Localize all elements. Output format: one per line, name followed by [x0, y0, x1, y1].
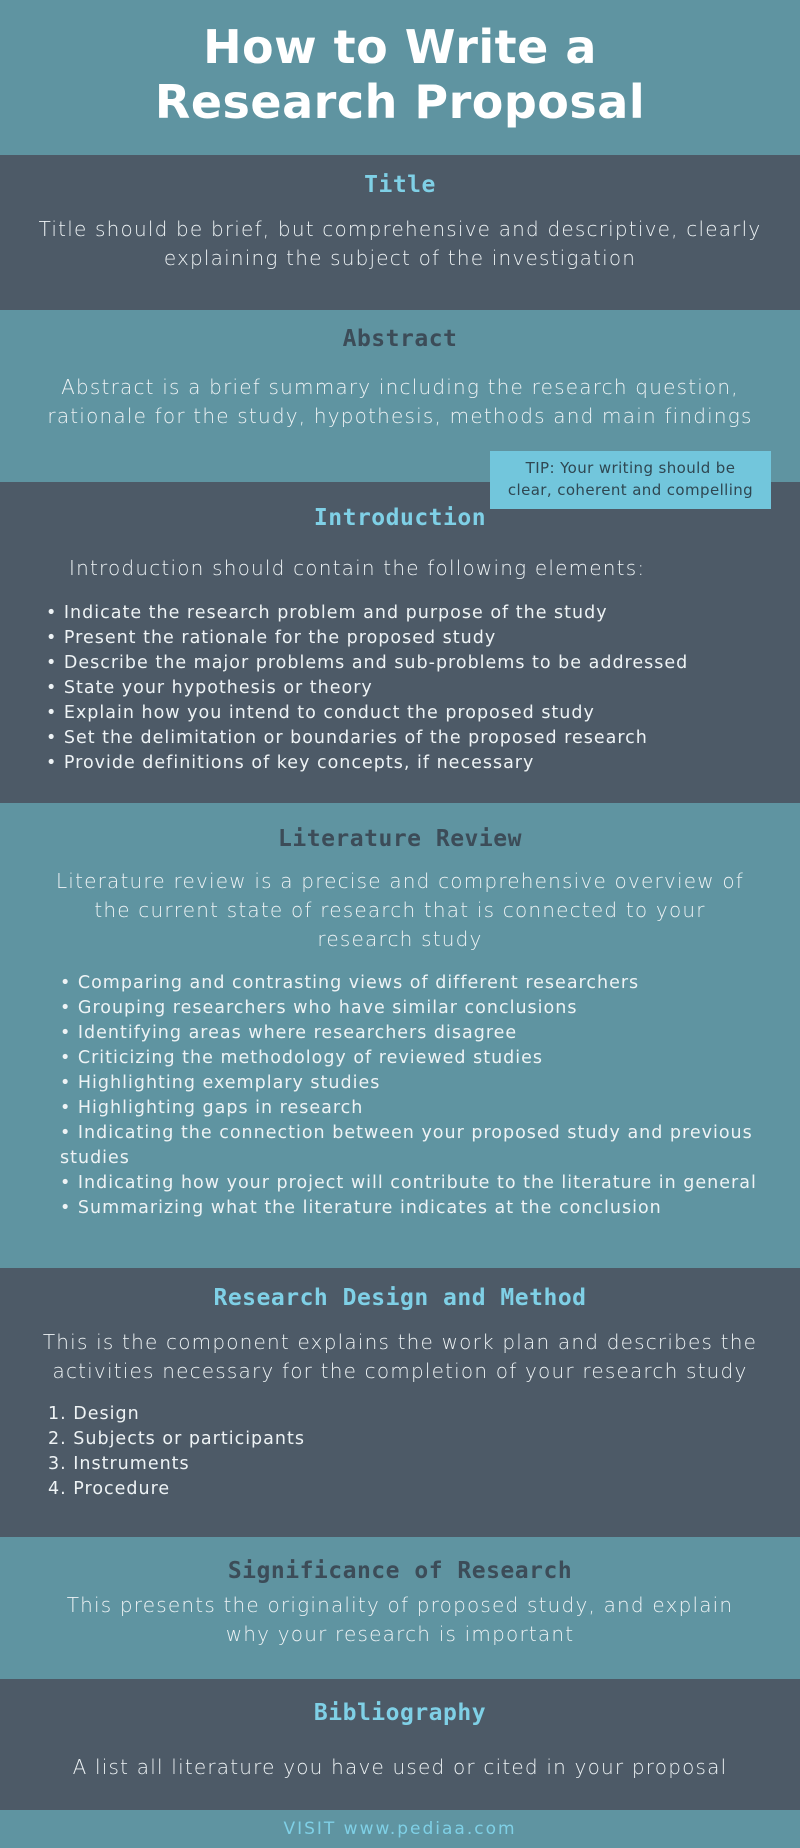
research-design-section — [0, 1268, 800, 1537]
list-item: • Comparing and contrasting views of different researchers — [60, 973, 640, 993]
header-band — [0, 0, 800, 155]
list-item: studies — [60, 1148, 130, 1168]
literature-review-text-line2: the current state of research that is connected to your — [94, 898, 706, 922]
page-title-line1: How to Write a — [203, 20, 597, 74]
significance-section — [0, 1537, 800, 1679]
list-item: 1. Design — [48, 1404, 140, 1424]
list-item: • Indicating the connection between your proposed study and previous — [60, 1123, 753, 1143]
abstract-text — [0, 373, 800, 431]
list-item: 3. Instruments — [48, 1454, 190, 1474]
tip-line2: clear, coherent and compelling — [507, 481, 754, 499]
abstract-text-line1: Abstract is a brief summary including the research question, — [61, 375, 739, 399]
list-item: • Highlighting exemplary studies — [60, 1073, 381, 1093]
title-section-text-line1: Title should be brief, but comprehensive and descriptive, clearly — [38, 217, 762, 241]
title-section-text — [0, 215, 800, 273]
bibliography-section — [0, 1679, 800, 1810]
research-design-list — [0, 1402, 800, 1502]
significance-heading: Significance of Research — [227, 1558, 573, 1584]
bibliography-heading: Bibliography — [313, 1700, 487, 1726]
significance-text-line2: why your research is important — [225, 1622, 575, 1646]
introduction-section — [0, 482, 800, 803]
significance-text — [0, 1591, 800, 1649]
list-item: • Highlighting gaps in research — [60, 1098, 364, 1118]
significance-text-line1: This presents the originality of proposed study, and explain — [66, 1593, 734, 1617]
list-item: 2. Subjects or participants — [48, 1429, 305, 1449]
literature-review-section — [0, 803, 800, 1268]
list-item: • Set the delimitation or boundaries of the proposed research — [46, 728, 648, 748]
literature-review-text — [0, 867, 800, 954]
list-item: • Provide definitions of key concepts, if necessary — [46, 753, 535, 773]
introduction-heading: Introduction — [313, 505, 487, 531]
list-item: • Criticizing the methodology of reviewed studies — [60, 1048, 544, 1068]
title-section-heading: Title — [364, 172, 436, 198]
list-item: • Describe the major problems and sub-problems to be addressed — [46, 653, 689, 673]
research-design-heading: Research Design and Method — [213, 1285, 587, 1311]
list-item: • Grouping researchers who have similar conclusions — [60, 998, 578, 1018]
literature-review-text-line1: Literature review is a precise and comprehensive overview of — [55, 869, 745, 893]
abstract-heading: Abstract — [342, 326, 458, 352]
research-design-text-line1: This is the component explains the work plan and describes the — [42, 1330, 758, 1354]
title-section — [0, 155, 800, 310]
tip-line1: TIP: Your writing should be — [525, 459, 736, 477]
research-design-text — [0, 1328, 800, 1386]
literature-review-heading: Literature Review — [278, 826, 522, 852]
list-item: 4. Procedure — [48, 1479, 171, 1499]
list-item: • Identifying areas where researchers disagree — [60, 1023, 518, 1043]
research-design-text-line2: activities necessary for the completion of your research study — [52, 1359, 748, 1383]
footer-link[interactable]: VISIT www.pediaa.com — [283, 1819, 517, 1839]
list-item: • Explain how you intend to conduct the proposed study — [46, 703, 595, 723]
list-item: • Indicating how your project will contribute to the literature in general — [60, 1173, 757, 1193]
footer-band — [0, 1810, 800, 1848]
introduction-intro: Introduction should contain the following elements: — [69, 556, 646, 580]
list-item: • Indicate the research problem and purpose of the study — [46, 603, 608, 623]
title-section-text-line2: explaining the subject of the investigation — [163, 246, 637, 270]
abstract-text-line2: rationale for the study, hypothesis, methods and main findings — [47, 404, 753, 428]
literature-review-text-line3: research study — [317, 927, 483, 951]
list-item: • Present the rationale for the proposed study — [46, 628, 497, 648]
page-title-line2: Research Proposal — [154, 75, 646, 129]
bibliography-text: A list all literature you have used or cited in your proposal — [72, 1755, 728, 1779]
list-item: • Summarizing what the literature indicates at the conclusion — [60, 1198, 662, 1218]
page-title — [0, 20, 800, 130]
tip-box — [490, 451, 771, 509]
introduction-list — [0, 601, 800, 776]
literature-review-list — [0, 971, 800, 1221]
list-item: • State your hypothesis or theory — [46, 678, 373, 698]
